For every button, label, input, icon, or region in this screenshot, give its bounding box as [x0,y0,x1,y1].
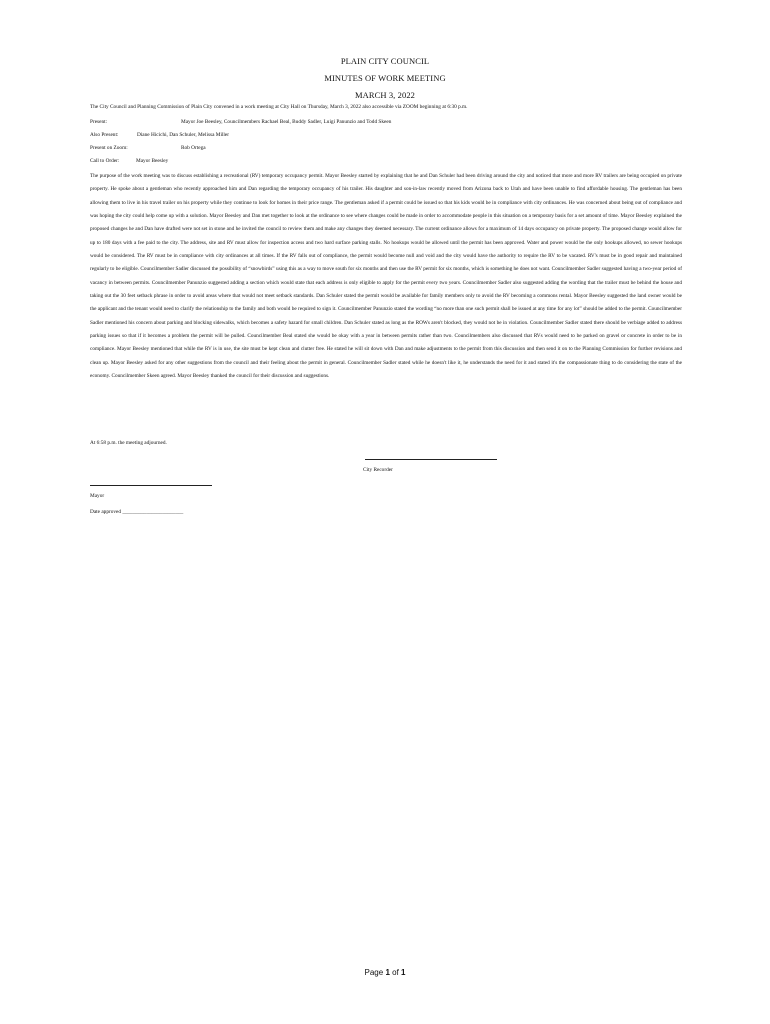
call-to-order-value: Mayor Beesley [136,158,169,164]
city-recorder-label: City Recorder [363,467,393,473]
document-title: MINUTES OF WORK MEETING [324,73,446,83]
present-value: Mayor Joe Beesley, Councilmembers Rachael Beal, Buddy Sadler, Luigi Panunzio and Todd Skeen [181,119,392,125]
discussion-paragraph: The purpose of the work meeting was to discuss establishing a recreational (RV) temporary occupancy permit. Mayor Beesley started by explaining that he and Dan Schuler had been driving around the city and noticed that more and more RV trailers are being occupied on private property. He spoke about a gentleman who recently approached him and Dan regarding the temporary occupancy of his trailer. His daughter and son-in-law recently moved from Arizona back to Utah and have been unable to find affordable housing. The gentleman has been allowing them to live in his travel trailer on his property while they continue to look for homes in their price range. The gentleman asked if a permit could be issued so that his kids would be in compliance with city ordinances. He was concerned about being out of compliance and was hoping the city could help come up with a solution. Mayor Beesley and Dan met together to look at the ordinance to see where changes could be made in order to accommodate people in this situation on a temporary basis for a set amount of time. Mayor Beesley explained the proposed changes he and Dan have drafted were not set in stone and he invited the council to review them and make any changes they deemed necessary. The current ordinance allows for a maximum of 14 days occupancy on private property. The proposed change would allow for up to 180 days with a fee paid to the city. The address, site and RV must allow for inspection access and two hard surface parking stalls. No hookups would be allowed until the permit has been approved. Water and power would be the only hookups allowed, no sewer hookups would be considered. The RV must be in compliance with city ordinances at all times. If the RV falls out of compliance, the permit would become null and void and the city would have the authority to require the RV to be vacated. RV's must be in good repair and maintained regularly to be eligible. Councilmember Sadler discussed the possibility of “snowbirds” using this as a way to move south for six months and then use the RV permit for six months, which is something he does not want. Councilmember Sadler suggested having a two-year period of vacancy in between permits. Councilmember Panunzio suggested adding a section which would state that each address is only eligible to apply for the permit every two years. Councilmember Sadler also suggested adding the wording that the trailer must be behind the house and taking out the 30 feet setback phrase in order to avoid areas where that would not meet setback standards. Dan Schuler stated the permit would be available for family members only to avoid the RV becoming a commons rental. Mayor Beesley suggested the land owner would be the applicant and the tenant would need to clarify the relationship to the family and both would be required to sign it. Councilmember Panunzio stated the wording “no more than one such permit shall be issued at any time for any lot” should be added to the permit. Councilmember Sadler mentioned his concern about parking and blocking sidewalks, which becomes a safety hazard for small children. Dan Schuler stated as long as the ROWs aren't blocked, they would not be in violation. Councilmember Sadler stated there should be verbiage added to address parking issues so that if it becomes a problem the permit will be pulled. Councilmember Beal stated she would be okay with a year in between permits rather than two. Councilmembers also discussed that RVs would need to be parked on gravel or concrete in order to be in compliance. Mayor Beesley mentioned that while the RV is in use, the site must be kept clean and clutter free. He stated he will sit down with Dan and make adjustments to the permit from this discussion and then send it on to the Planning Commission for further revisions and clean up. Mayor Beesley asked for any other suggestions from the council and their feeling about the permit in general. Councilmember Sadler stated while he doesn't like it, he understands the need for it and stated it's the compassionate thing to do considering the state of the economy. Councilmember Skeen agreed. Mayor Beesley thanked the council for their discussion and suggestions. [90,173,682,380]
recorder-signature-line [365,459,497,460]
also-present-value: Diane Hicichi, Dan Schuler, Melissa Miller [137,132,230,138]
page-word: Page [364,968,384,977]
page-total: 1 [401,968,406,977]
page-footer [0,968,770,977]
also-present-label: Also Present: [90,132,119,138]
minutes-body [90,170,682,384]
mayor-label: Mayor [90,493,105,499]
council-name: PLAIN CITY COUNCIL [340,56,430,66]
date-approved: Date approved _______________________ [90,509,184,515]
adjourned-text: At 6:58 p.m. the meeting adjourned. [90,440,167,446]
present-label: Present: [90,119,108,125]
meeting-date: MARCH 3, 2022 [354,90,416,100]
intro-paragraph: The City Council and Planning Commission of Plain City convened in a work meeting at City Hall on Thursday, March 3, 2022 also accessible via ZOOM beginning at 6:30 p.m. [90,104,468,110]
present-zoom-label: Present on Zoom: [90,145,128,151]
mayor-signature-line [90,485,212,486]
of-word: of [392,968,399,977]
page-number: 1 [385,968,390,977]
present-zoom-value: Rob Ortega [181,145,206,151]
call-to-order-label: Call to Order: [90,158,120,164]
